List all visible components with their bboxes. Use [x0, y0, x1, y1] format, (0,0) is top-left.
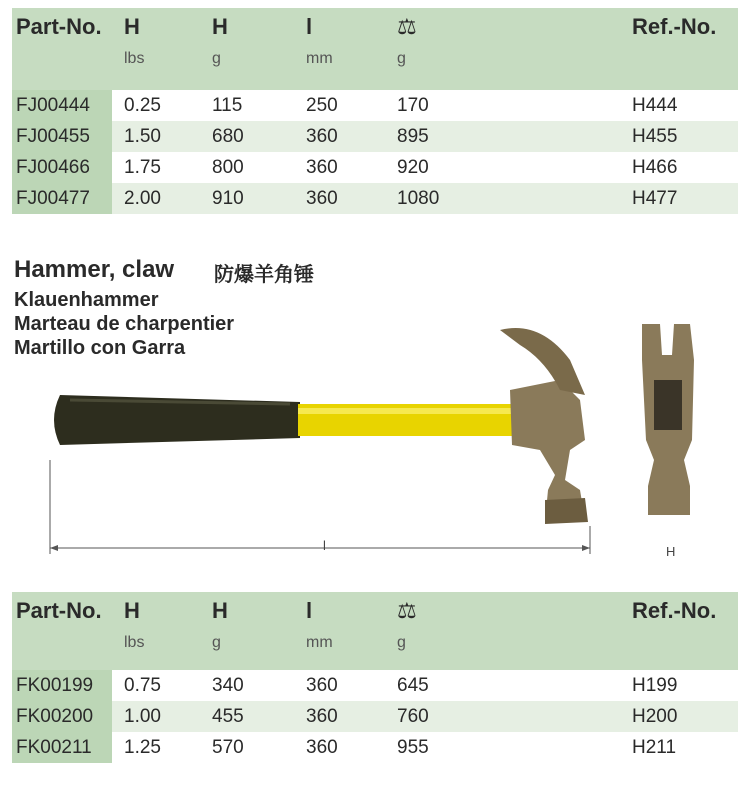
ref-no-cell: H211 [632, 737, 677, 758]
header-scale-icon: ⚖ [397, 14, 417, 39]
header-length: l [306, 598, 313, 623]
total-g-cell: 760 [397, 706, 429, 727]
spec-table-top [12, 8, 738, 214]
header-weight-lbs: H [124, 14, 140, 39]
table-row [12, 121, 738, 152]
lbs-cell: 2.00 [124, 188, 161, 209]
unit-g-total: g [397, 50, 406, 67]
g-cell: 680 [212, 126, 244, 147]
product-title: Hammer, claw [14, 256, 175, 283]
table-header [12, 8, 738, 90]
total-g-cell: 1080 [397, 188, 440, 209]
ref-no-cell: H199 [632, 675, 678, 696]
part-no-cell: FJ00444 [12, 90, 112, 121]
product-name-es: Martillo con Garra [14, 337, 186, 359]
mm-cell: 360 [306, 706, 338, 727]
total-g-cell: 955 [397, 737, 429, 758]
lbs-cell: 0.25 [124, 95, 161, 116]
g-cell: 115 [212, 95, 243, 116]
g-cell: 340 [212, 675, 244, 696]
product-name-fr: Marteau de charpentier [14, 313, 235, 335]
lbs-cell: 1.00 [124, 706, 161, 727]
mm-cell: 360 [306, 157, 338, 178]
table-header [12, 592, 738, 670]
header-part-no: Part-No. [16, 598, 102, 623]
part-no-cell: FK00199 [12, 670, 112, 701]
dimension-label-head: H [666, 544, 676, 559]
mm-cell: 360 [306, 737, 338, 758]
header-weight-g: H [212, 14, 228, 39]
lbs-cell: 0.75 [124, 675, 161, 696]
lbs-cell: 1.25 [124, 737, 161, 758]
part-no-cell: FK00200 [12, 701, 112, 732]
header-weight-lbs: H [124, 598, 140, 623]
g-cell: 455 [212, 706, 244, 727]
table-row [12, 152, 738, 183]
unit-g-total: g [397, 634, 406, 651]
unit-g: g [212, 50, 221, 67]
product-name-de: Klauenhammer [14, 289, 159, 311]
total-g-cell: 920 [397, 157, 429, 178]
unit-lbs: lbs [124, 50, 145, 67]
table-row [12, 90, 738, 121]
part-no-cell: FJ00466 [12, 152, 112, 183]
mm-cell: 360 [306, 126, 338, 147]
unit-lbs: lbs [124, 634, 145, 651]
ref-no-cell: H200 [632, 706, 678, 727]
mm-cell: 250 [306, 95, 338, 116]
mm-cell: 360 [306, 188, 338, 209]
header-ref-no: Ref.-No. [632, 14, 717, 39]
unit-mm: mm [306, 634, 333, 651]
part-no-cell: FJ00455 [12, 121, 112, 152]
hammer-illustration [0, 300, 750, 570]
total-g-cell: 895 [397, 126, 429, 147]
lbs-cell: 1.50 [124, 126, 161, 147]
table-row [12, 732, 738, 763]
g-cell: 910 [212, 188, 244, 209]
table-row [12, 670, 738, 701]
total-g-cell: 645 [397, 675, 429, 696]
spec-table-bottom [12, 592, 738, 763]
unit-g: g [212, 634, 221, 651]
ref-no-cell: H477 [632, 188, 678, 209]
lbs-cell: 1.75 [124, 157, 161, 178]
ref-no-cell: H444 [632, 95, 678, 116]
header-scale-icon: ⚖ [397, 598, 417, 623]
part-no-cell: FK00211 [12, 732, 112, 763]
part-no-cell: FJ00477 [12, 183, 112, 214]
g-cell: 570 [212, 737, 244, 758]
ref-no-cell: H455 [632, 126, 678, 147]
header-length: l [306, 14, 313, 39]
header-weight-g: H [212, 598, 228, 623]
dimension-label-length: l [323, 538, 326, 553]
header-part-no: Part-No. [16, 14, 102, 39]
mm-cell: 360 [306, 675, 338, 696]
ref-no-cell: H466 [632, 157, 678, 178]
product-title-cn: 防爆羊角锤 [214, 262, 314, 286]
header-ref-no: Ref.-No. [632, 598, 717, 623]
total-g-cell: 170 [397, 95, 429, 116]
g-cell: 800 [212, 157, 244, 178]
table-row [12, 701, 738, 732]
table-row [12, 183, 738, 214]
unit-mm: mm [306, 50, 333, 67]
